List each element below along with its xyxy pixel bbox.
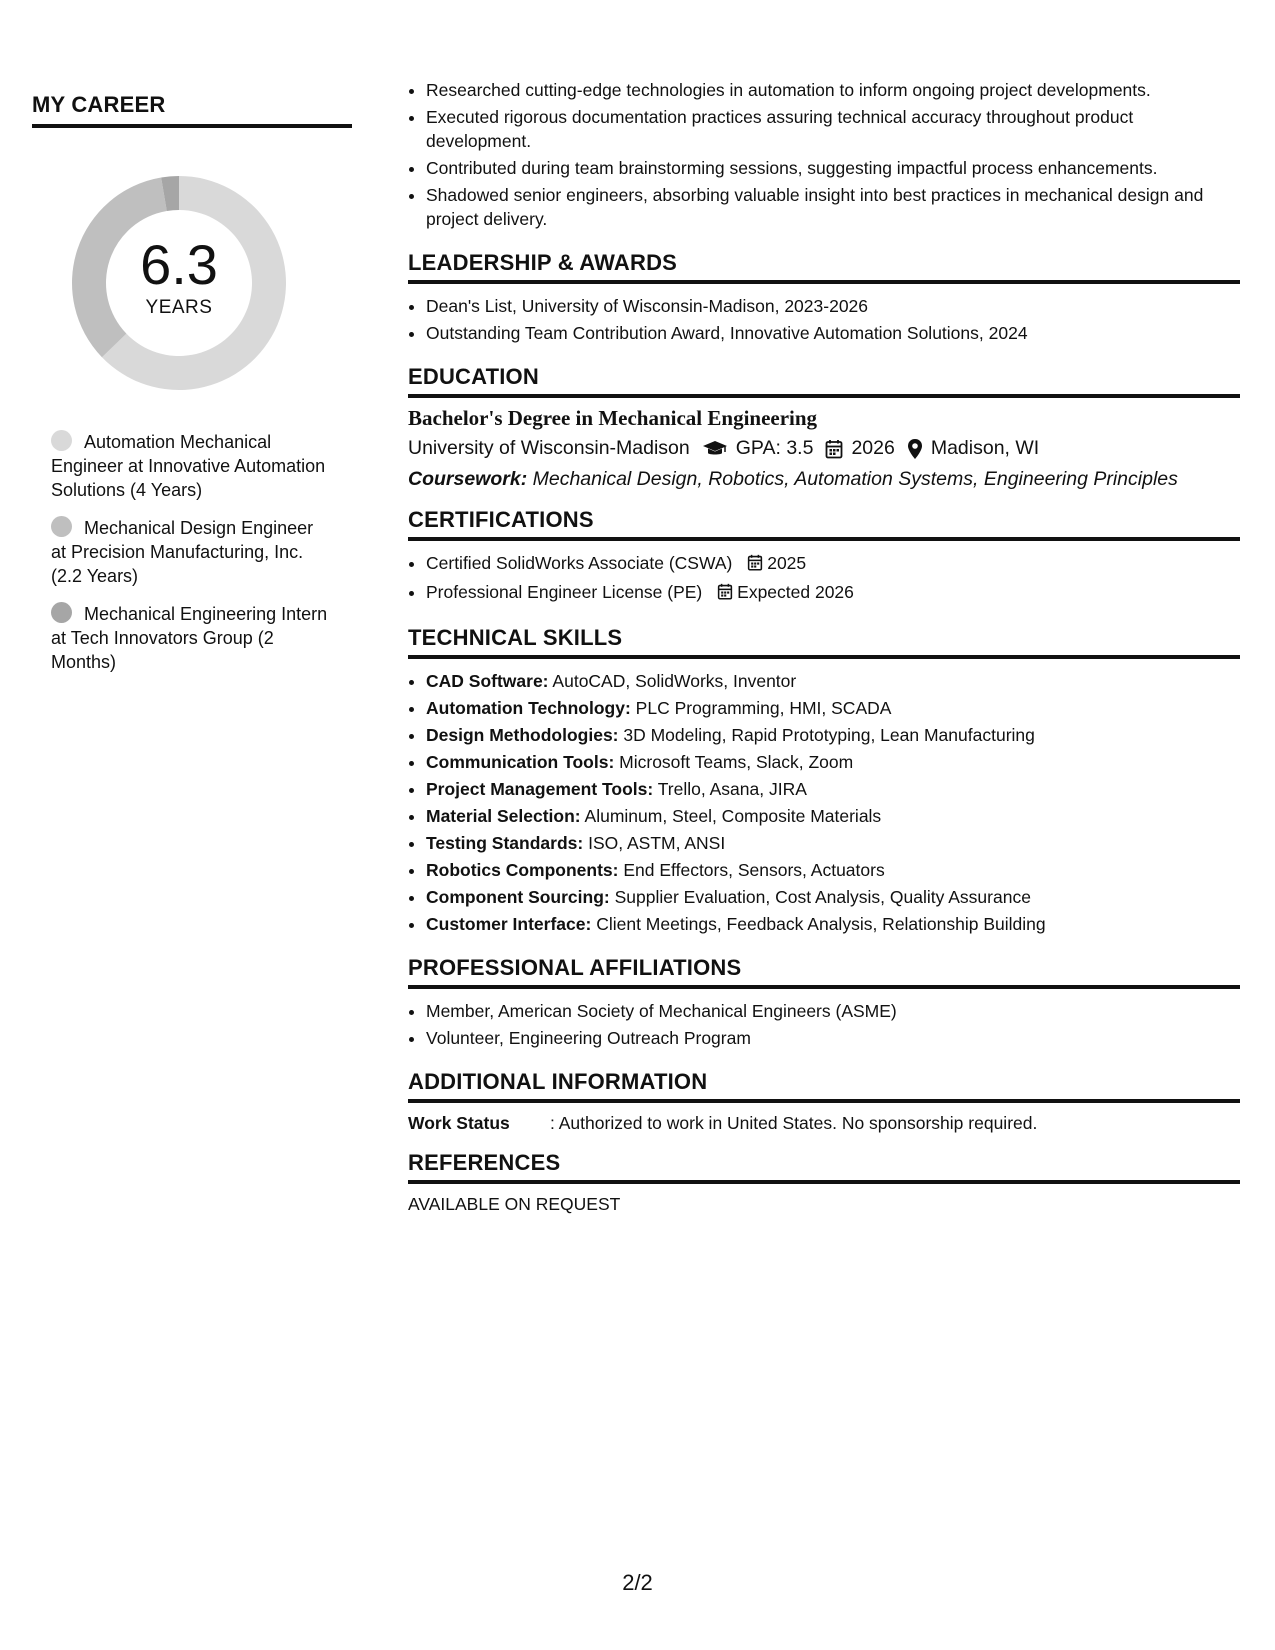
skill-value: Trello, Asana, JIRA xyxy=(657,779,807,799)
school-location: Madison, WI xyxy=(930,437,1040,459)
skill-item xyxy=(426,669,1240,693)
leadership-section xyxy=(408,250,1240,345)
skill-label: Material Selection: xyxy=(426,806,581,826)
experience-bullet: • Contributed during team brainstorming sessions, suggesting impactful process enhancements. xyxy=(426,156,1240,180)
skill-value: Aluminum, Steel, Composite Materials xyxy=(584,806,882,826)
legend-dot-icon xyxy=(51,430,72,451)
skill-value: Microsoft Teams, Slack, Zoom xyxy=(619,752,854,772)
skill-label: Customer Interface: xyxy=(426,914,592,934)
page-number: 2/2 xyxy=(622,1570,653,1595)
skills-list xyxy=(408,669,1240,936)
education-title: EDUCATION xyxy=(408,364,1240,398)
school-name: University of Wisconsin-Madison xyxy=(408,437,690,459)
certification-name: Professional Engineer License (PE) xyxy=(426,582,703,602)
donut-center xyxy=(64,168,294,398)
work-status-row xyxy=(408,1113,1240,1134)
certification-date: Expected 2026 xyxy=(737,582,854,602)
legend-text: Automation Mechanical Engineer at Innovative Automation Solutions (4 Years) xyxy=(51,432,326,500)
graduation-cap-icon xyxy=(702,440,728,458)
skill-item xyxy=(426,777,1240,801)
skill-label: Testing Standards: xyxy=(426,833,584,853)
leadership-list xyxy=(408,294,1240,345)
calendar-icon xyxy=(717,582,733,606)
work-status-label: Work Status xyxy=(408,1113,510,1133)
skill-item xyxy=(426,804,1240,828)
certification-date: 2025 xyxy=(767,553,807,573)
legend-text: Mechanical Design Engineer at Precision Manufacturing, Inc. (2.2 Years) xyxy=(51,518,314,586)
calendar-icon xyxy=(747,553,763,577)
skill-value: PLC Programming, HMI, SCADA xyxy=(635,698,892,718)
map-pin-icon xyxy=(907,438,923,460)
legend-text: Mechanical Engineering Intern at Tech Innovators Group (2 Months) xyxy=(51,604,328,672)
skill-value: ISO, ASTM, ANSI xyxy=(588,833,726,853)
degree-name: Bachelor's Degree in Mechanical Engineering xyxy=(408,406,818,430)
legend-item xyxy=(51,602,331,674)
skill-item xyxy=(426,858,1240,882)
donut-total-value: 6.3 xyxy=(140,233,218,296)
certification-item xyxy=(426,580,1240,606)
skill-label: Component Sourcing: xyxy=(426,887,610,907)
certification-item xyxy=(426,551,1240,577)
skill-item xyxy=(426,885,1240,909)
skills-section xyxy=(408,625,1240,936)
graduation-year: 2026 xyxy=(851,437,895,459)
leadership-title: LEADERSHIP & AWARDS xyxy=(408,250,1240,284)
affiliation-item: • Volunteer, Engineering Outreach Program xyxy=(426,1026,1240,1050)
career-sidebar xyxy=(32,92,352,688)
experience-bullet: • Researched cutting-edge technologies in automation to inform ongoing project developments. xyxy=(426,78,1240,102)
coursework-line xyxy=(408,468,1240,491)
experience-bullets xyxy=(408,78,1240,231)
skill-item xyxy=(426,750,1240,774)
career-legend xyxy=(51,430,352,674)
affiliations-title: PROFESSIONAL AFFILIATIONS xyxy=(408,955,1240,989)
coursework-label: Coursework: xyxy=(408,468,528,490)
certifications-section xyxy=(408,507,1240,606)
references-section xyxy=(408,1150,1240,1215)
gpa-value: GPA: 3.5 xyxy=(735,437,814,459)
legend-item xyxy=(51,430,331,502)
skill-value: Client Meetings, Feedback Analysis, Relationship Building xyxy=(596,914,1046,934)
calendar-icon xyxy=(825,439,843,459)
work-status-value: : Authorized to work in United States. No sponsorship required. xyxy=(550,1113,1038,1133)
additional-info-section xyxy=(408,1069,1240,1134)
additional-info-title: ADDITIONAL INFORMATION xyxy=(408,1069,1240,1103)
experience-bullet: • Executed rigorous documentation practices assuring technical accuracy throughout product development. xyxy=(426,105,1240,153)
legend-dot-icon xyxy=(51,602,72,623)
skill-label: Communication Tools: xyxy=(426,752,615,772)
career-donut-chart xyxy=(64,168,294,398)
certifications-list xyxy=(408,551,1240,606)
skill-label: Robotics Components: xyxy=(426,860,619,880)
skill-item xyxy=(426,912,1240,936)
skill-value: AutoCAD, SolidWorks, Inventor xyxy=(552,671,797,691)
skill-label: CAD Software: xyxy=(426,671,549,691)
skill-value: Supplier Evaluation, Cost Analysis, Quality Assurance xyxy=(614,887,1031,907)
skill-item xyxy=(426,723,1240,747)
skill-item xyxy=(426,696,1240,720)
coursework-list: Mechanical Design, Robotics, Automation Systems, Engineering Principles xyxy=(532,468,1178,490)
skill-item xyxy=(426,831,1240,855)
leadership-item: • Dean's List, University of Wisconsin-Madison, 2023-2026 xyxy=(426,294,1240,318)
career-heading: MY CAREER xyxy=(32,92,352,128)
legend-dot-icon xyxy=(51,516,72,537)
skill-label: Design Methodologies: xyxy=(426,725,619,745)
skill-label: Project Management Tools: xyxy=(426,779,654,799)
skill-value: 3D Modeling, Rapid Prototyping, Lean Manufacturing xyxy=(623,725,1035,745)
legend-item xyxy=(51,516,331,588)
skill-label: Automation Technology: xyxy=(426,698,631,718)
skills-title: TECHNICAL SKILLS xyxy=(408,625,1240,659)
certification-name: Certified SolidWorks Associate (CSWA) xyxy=(426,553,733,573)
affiliations-section xyxy=(408,955,1240,1050)
education-section xyxy=(408,364,1240,491)
references-title: REFERENCES xyxy=(408,1150,1240,1184)
resume-main xyxy=(408,78,1240,1215)
leadership-item: • Outstanding Team Contribution Award, Innovative Automation Solutions, 2024 xyxy=(426,321,1240,345)
education-details xyxy=(408,437,1240,460)
references-text: AVAILABLE ON REQUEST xyxy=(408,1194,621,1214)
affiliations-list xyxy=(408,999,1240,1050)
donut-unit-label: YEARS xyxy=(145,297,213,318)
skill-value: End Effectors, Sensors, Actuators xyxy=(623,860,885,880)
affiliation-item: • Member, American Society of Mechanical Engineers (ASME) xyxy=(426,999,1240,1023)
certifications-title: CERTIFICATIONS xyxy=(408,507,1240,541)
experience-bullet: • Shadowed senior engineers, absorbing valuable insight into best practices in mechanical design and project delivery. xyxy=(426,183,1240,231)
